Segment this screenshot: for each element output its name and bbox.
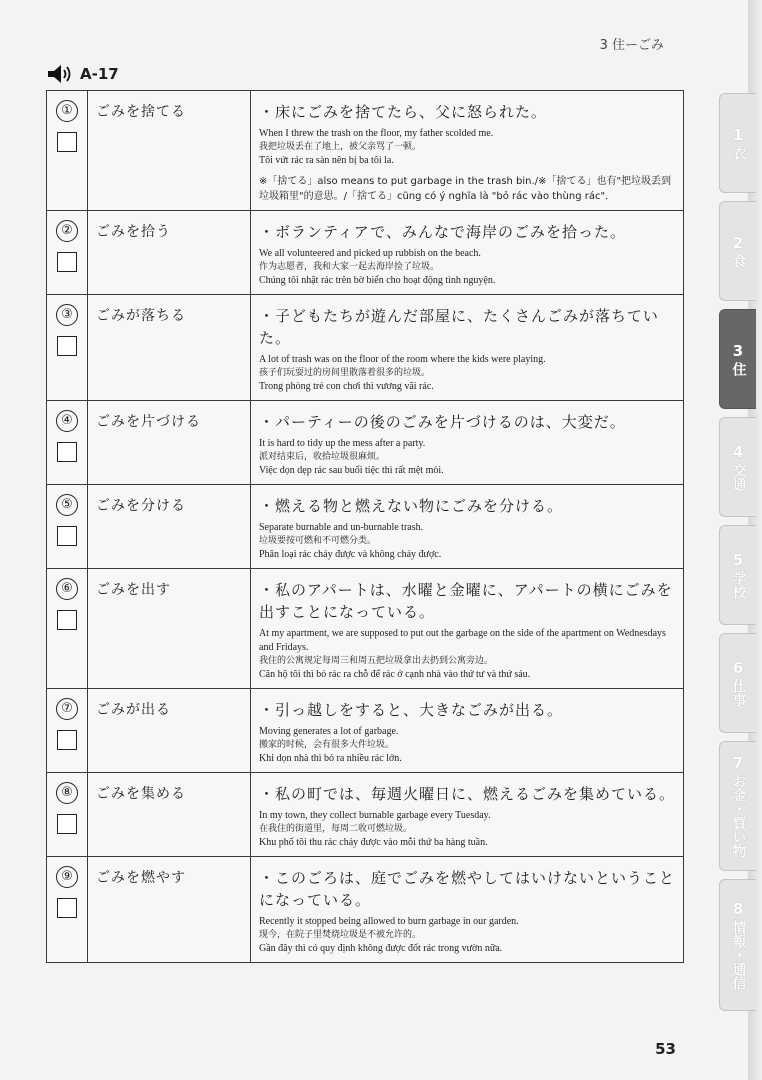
tab-label: 交通 xyxy=(730,462,747,491)
example-en: It is hard to tidy up the mess after a party. xyxy=(259,438,426,449)
example-jp: ・パーティーの後のごみを片づけるのは、大変だ。 xyxy=(259,413,626,431)
example-en: At my apartment, we are supposed to put out the garbage on the side of the apartment on Wednesdays and Fridays. xyxy=(259,628,666,653)
example-vi: Trong phòng trẻ con chơi thì vương vãi rác. xyxy=(259,381,434,392)
usage-note: ※「捨てる」also means to put garbage in the trash bin./※「捨てる」也有"把垃圾丢到垃圾箱里"的意思。/「捨てる」cũng có ý nghĩa là "bỏ rác vào thùng rác". xyxy=(259,176,672,202)
tab-number: 6 xyxy=(732,658,744,677)
tab-label: 情報・通信 xyxy=(730,919,747,990)
vocab-word: ごみを出す xyxy=(88,569,251,689)
example-zh: 我把垃圾丢在了地上，被父亲骂了一顿。 xyxy=(259,142,422,152)
example-jp: ・私の町では、毎週火曜日に、燃えるごみを集めている。 xyxy=(259,785,676,803)
vocab-word: ごみを片づける xyxy=(88,401,251,485)
tab-chapter-4[interactable] xyxy=(719,417,756,517)
example-vi: Tôi vứt rác ra sàn nên bị ba tôi la. xyxy=(259,155,394,166)
example-zh: 垃圾要按可燃和不可燃分类。 xyxy=(259,536,377,546)
checkbox[interactable] xyxy=(57,132,77,152)
tab-number: 1 xyxy=(732,125,744,144)
tab-chapter-8[interactable] xyxy=(719,879,756,1011)
item-number: ④ xyxy=(56,410,78,432)
checkbox[interactable] xyxy=(57,610,77,630)
vocab-word: ごみを分ける xyxy=(88,485,251,569)
example-vi: Khi dọn nhà thì bỏ ra nhiều rác lớn. xyxy=(259,753,402,764)
example-en: Recently it stopped being allowed to burn garbage in our garden. xyxy=(259,916,519,927)
example-jp: ・子どもたちが遊んだ部屋に、たくさんごみが落ちていた。 xyxy=(259,307,659,347)
example-en: We all volunteered and picked up rubbish on the beach. xyxy=(259,248,481,259)
tab-chapter-5[interactable] xyxy=(719,525,756,625)
vocab-word: ごみを集める xyxy=(88,773,251,857)
section-header: 3 住ーごみ xyxy=(599,38,664,53)
tab-number: 8 xyxy=(732,899,744,918)
example-en: When I threw the trash on the floor, my father scolded me. xyxy=(259,128,494,139)
tab-number: 2 xyxy=(732,233,744,252)
tab-chapter-1[interactable] xyxy=(719,93,756,193)
example-zh: 现今，在院子里焚烧垃圾是不被允许的。 xyxy=(259,930,422,940)
checkbox[interactable] xyxy=(57,336,77,356)
item-number: ① xyxy=(56,100,78,122)
example-jp: ・引っ越しをすると、大きなごみが出る。 xyxy=(259,701,564,719)
tab-label: 食 xyxy=(730,253,747,268)
checkbox[interactable] xyxy=(57,442,77,462)
table-row xyxy=(47,689,684,773)
tab-number: 7 xyxy=(732,753,744,772)
vocab-word: ごみが出る xyxy=(88,689,251,773)
table-row xyxy=(47,91,684,211)
example-zh: 在我住的街道里，每周二收可燃垃圾。 xyxy=(259,824,413,834)
track-label: A-17 xyxy=(80,65,119,83)
table-row xyxy=(47,211,684,295)
example-zh: 孩子们玩耍过的房间里散落着很多的垃圾。 xyxy=(259,368,431,378)
vocab-word: ごみを捨てる xyxy=(88,91,251,211)
example-en: A lot of trash was on the floor of the room where the kids were playing. xyxy=(259,354,546,365)
example-jp: ・このごろは、庭でごみを燃やしてはいけないということになっている。 xyxy=(259,869,676,909)
tab-number: 5 xyxy=(732,550,744,569)
example-vi: Chúng tôi nhặt rác trên bờ biển cho hoạt động tình nguyện. xyxy=(259,275,496,286)
table-row xyxy=(47,773,684,857)
tab-chapter-3[interactable] xyxy=(719,309,756,409)
checkbox[interactable] xyxy=(57,898,77,918)
vocab-word: ごみを拾う xyxy=(88,211,251,295)
tab-chapter-7[interactable] xyxy=(719,741,756,871)
example-zh: 派对结束后，收拾垃圾很麻烦。 xyxy=(259,452,386,462)
table-row xyxy=(47,485,684,569)
example-zh: 作为志愿者，我和大家一起去海岸捡了垃圾。 xyxy=(259,262,440,272)
tab-chapter-2[interactable] xyxy=(719,201,756,301)
example-en: Moving generates a lot of garbage. xyxy=(259,726,399,737)
audio-track[interactable] xyxy=(46,64,119,84)
example-jp: ・燃える物と燃えない物にごみを分ける。 xyxy=(259,497,564,515)
example-vi: Căn hộ tôi thì bỏ rác ra chỗ để rác ở cạnh nhà vào thứ tư và thứ sáu. xyxy=(259,669,531,680)
tab-label: 仕事 xyxy=(730,678,747,707)
checkbox[interactable] xyxy=(57,814,77,834)
checkbox[interactable] xyxy=(57,526,77,546)
tab-chapter-6[interactable] xyxy=(719,633,756,733)
checkbox[interactable] xyxy=(57,730,77,750)
table-row xyxy=(47,295,684,401)
item-number: ⑤ xyxy=(56,494,78,516)
tab-number: 4 xyxy=(732,442,744,461)
item-number: ⑥ xyxy=(56,578,78,600)
page-number: 53 xyxy=(655,1040,676,1058)
tab-label: 住 xyxy=(730,361,747,376)
example-jp: ・床にごみを捨てたら、父に怒られた。 xyxy=(259,103,548,121)
item-number: ⑧ xyxy=(56,782,78,804)
example-vi: Phân loại rác cháy được và không cháy được. xyxy=(259,549,442,560)
example-jp: ・私のアパートは、水曜と金曜に、アパートの横にごみを出すことになっている。 xyxy=(259,581,673,621)
example-jp: ・ボランティアで、みんなで海岸のごみを拾った。 xyxy=(259,223,626,241)
tab-number: 3 xyxy=(732,341,744,360)
item-number: ② xyxy=(56,220,78,242)
table-row xyxy=(47,401,684,485)
tab-label: 衣 xyxy=(730,145,747,160)
example-vi: Việc dọn dẹp rác sau buổi tiệc thì rất mệt mỏi. xyxy=(259,465,444,476)
example-zh: 我住的公寓规定每周三和周五把垃圾拿出去扔到公寓旁边。 xyxy=(259,656,494,666)
table-row xyxy=(47,857,684,963)
checkbox[interactable] xyxy=(57,252,77,272)
item-number: ⑦ xyxy=(56,698,78,720)
example-vi: Gần đây thì có quy định không được đốt rác trong vườn nữa. xyxy=(259,943,503,954)
tab-label: お金・買い物 xyxy=(730,773,747,858)
vocab-table xyxy=(46,90,684,963)
speaker-icon xyxy=(46,64,76,84)
vocab-word: ごみを燃やす xyxy=(88,857,251,963)
vocab-word: ごみが落ちる xyxy=(88,295,251,401)
example-en: In my town, they collect burnable garbage every Tuesday. xyxy=(259,810,491,821)
tab-label: 学校 xyxy=(730,570,747,599)
example-en: Separate burnable and un-burnable trash. xyxy=(259,522,424,533)
example-zh: 搬家的时候，会有很多大件垃圾。 xyxy=(259,740,395,750)
example-vi: Khu phố tôi thu rác cháy được vào mỗi thứ ba hàng tuần. xyxy=(259,837,488,848)
item-number: ⑨ xyxy=(56,866,78,888)
table-row xyxy=(47,569,684,689)
item-number: ③ xyxy=(56,304,78,326)
